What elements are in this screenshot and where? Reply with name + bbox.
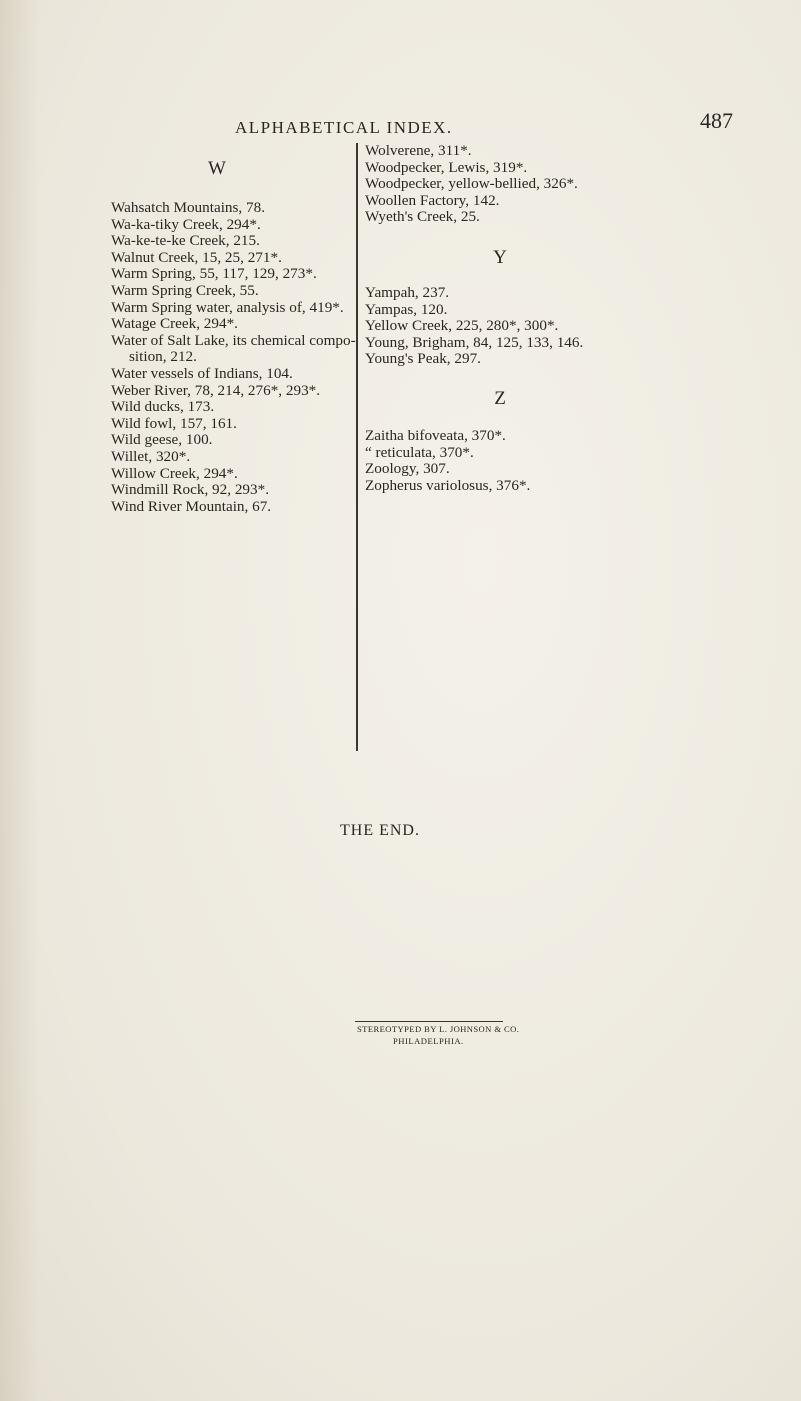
index-entry: Water vessels of Indians, 104.	[111, 364, 293, 382]
index-entry-ditto: “ reticulata, 370*.	[365, 443, 474, 461]
index-entry: Wild fowl, 157, 161.	[111, 414, 237, 432]
index-entry: Yellow Creek, 225, 280*, 300*.	[365, 317, 559, 335]
index-column-right	[365, 143, 785, 494]
index-entry: Wind River Mountain, 67.	[111, 497, 272, 515]
index-entry: Wahsatch Mountains, 78.	[111, 199, 266, 216]
index-entry: Wyeth's Creek, 25.	[365, 208, 480, 226]
index-entry: Young, Brigham, 84, 125, 133, 146.	[365, 333, 584, 351]
index-entry: Young's Peak, 297.	[365, 350, 481, 368]
printer-imprint: STEREOTYPED BY L. JOHNSON & CO.	[357, 1024, 520, 1034]
index-entry: Willet, 320*.	[111, 447, 191, 465]
section-letter-w: W	[208, 158, 226, 179]
index-entry: Wa-ka-tiky Creek, 294*.	[111, 215, 261, 233]
index-entry: Wild ducks, 173.	[111, 398, 215, 416]
index-entry: Zopherus variolosus, 376*.	[365, 476, 531, 494]
index-entry: Warm Spring water, analysis of, 419*.	[111, 298, 344, 316]
index-entry: Woodpecker, Lewis, 319*.	[365, 158, 528, 176]
section-letter-y: Y	[493, 246, 507, 268]
index-entry: Warm Spring, 55, 117, 129, 273*.	[111, 265, 317, 283]
the-end-text: THE END.	[340, 822, 420, 839]
running-head: ALPHABETICAL INDEX.	[235, 118, 453, 137]
index-entry: Wa-ke-te-ke Creek, 215.	[111, 232, 260, 250]
page-number: 487	[700, 108, 733, 133]
index-entry: Yampas, 120.	[365, 300, 448, 318]
index-entry: Woollen Factory, 142.	[365, 191, 500, 209]
printer-imprint-city: PHILADELPHIA.	[393, 1036, 464, 1046]
imprint-rule	[355, 1021, 503, 1022]
index-entry: Water of Salt Lake, its chemical compo-	[111, 331, 356, 349]
index-entry: Windmill Rock, 92, 293*.	[111, 481, 270, 499]
index-entry: Weber River, 78, 214, 276*, 293*.	[111, 381, 321, 399]
index-entry: Wild geese, 100.	[111, 431, 213, 449]
index-column-left	[111, 143, 356, 515]
index-entry: Woodpecker, yellow-bellied, 326*.	[365, 175, 578, 193]
index-entry: Watage Creek, 294*.	[111, 315, 238, 333]
index-entry: Zoology, 307.	[365, 460, 450, 478]
column-divider	[356, 143, 358, 751]
index-entry: Wolverene, 311*.	[365, 142, 472, 159]
index-entry: Walnut Creek, 15, 25, 271*.	[111, 248, 282, 266]
index-entry: Zaitha bifoveata, 370*.	[365, 426, 506, 444]
index-entry: Yampah, 237.	[365, 283, 450, 301]
index-entry: Warm Spring Creek, 55.	[111, 281, 259, 299]
index-entry: Willow Creek, 294*.	[111, 464, 238, 482]
index-entry-continuation: sition, 212.	[129, 348, 197, 366]
section-letter-z: Z	[494, 387, 506, 409]
